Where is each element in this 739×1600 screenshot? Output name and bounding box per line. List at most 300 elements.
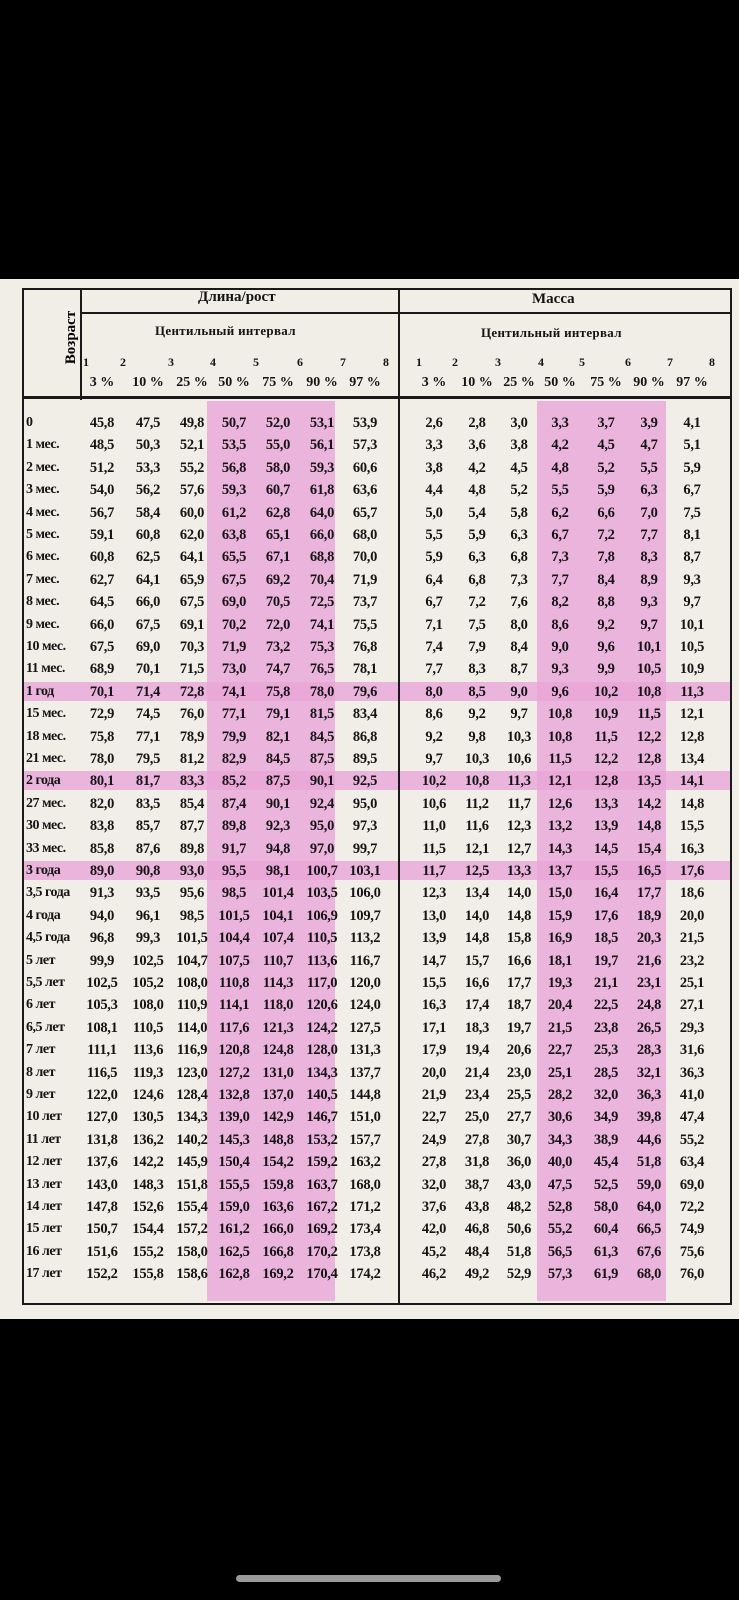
length-cell: 78,0 [89,751,115,767]
mass-cell: 31,8 [464,1154,490,1171]
mass-cell: 5,9 [468,527,486,543]
length-cell: 70,4 [309,571,335,588]
mass-cell: 21,6 [636,952,662,969]
mass-cell: 7,5 [683,504,701,521]
mass-cell: 23,2 [679,952,705,969]
age-cell: 27 мес. [26,795,66,811]
length-cell: 65,9 [179,571,205,588]
mass-cell: 24,8 [636,997,662,1014]
length-cell: 60,7 [265,482,291,499]
mass-cell: 22,7 [547,1042,573,1059]
mass-percentile-label: 90 % [633,375,665,390]
mass-cell: 13,9 [421,930,447,947]
mass-cell: 3,7 [597,415,615,431]
mass-cell: 10,8 [547,706,573,723]
mass-cell: 11,6 [465,818,489,835]
length-cell: 73,0 [221,661,247,678]
mass-cell: 28,2 [547,1087,573,1103]
mass-cell: 25,5 [506,1087,532,1103]
length-cell: 110,8 [218,975,250,991]
age-cell: 2 года [26,773,61,789]
length-cell: 45,8 [89,415,115,431]
mass-cell: 16,4 [593,885,619,902]
length-cell: 170,2 [306,1243,338,1260]
length-cell: 106,0 [349,885,381,902]
age-cell: 10 лет [26,1109,62,1125]
mass-cell: 9,2 [597,616,615,633]
length-section-title: Длина/рост [198,289,276,305]
mass-cell: 11,5 [594,728,618,745]
table-right-border [730,288,732,1305]
length-cell: 64,1 [135,571,161,588]
mass-cell: 10,3 [464,751,490,767]
length-cell: 78,1 [352,661,378,678]
mass-cell: 5,5 [640,459,658,476]
mass-cell: 5,8 [510,504,528,521]
mass-cell: 18,5 [593,930,619,947]
length-cell: 167,2 [306,1199,338,1215]
length-cell: 67,5 [135,616,161,633]
mass-cell: 21,1 [593,975,619,991]
length-cell: 62,8 [265,504,291,521]
length-cell: 73,2 [265,639,291,655]
mass-boundary-number: 2 [452,355,458,369]
mass-cell: 59,0 [636,1176,662,1193]
length-cell: 84,5 [309,728,335,745]
mass-cell: 11,5 [422,840,446,857]
length-cell: 71,9 [221,639,247,655]
length-cell: 108,1 [86,1019,118,1036]
header-bottom-rule [22,396,732,399]
mass-cell: 38,9 [593,1131,619,1148]
mass-cell: 24,9 [421,1131,447,1148]
age-cell: 18 мес. [26,728,66,744]
mass-cell: 51,8 [636,1154,662,1171]
mass-cell: 32,0 [421,1176,447,1193]
mass-cell: 61,9 [593,1266,619,1283]
length-cell: 72,9 [89,706,115,723]
length-cell: 61,8 [309,482,335,499]
age-cell: 11 лет [26,1131,61,1147]
mass-cell: 11,7 [507,795,531,812]
mass-cell: 7,2 [597,527,615,543]
age-cell: 0 [26,415,33,430]
mass-cell: 20,3 [636,930,662,947]
length-cell: 137,0 [262,1087,294,1103]
length-cell: 101,4 [262,885,294,902]
mass-cell: 9,3 [683,571,701,588]
table-top-border [22,288,732,290]
length-cell: 148,8 [262,1131,294,1148]
age-cell: 6 лет [26,997,55,1013]
length-cell: 90,1 [309,773,335,790]
length-cell: 86,8 [352,728,378,745]
length-cell: 57,6 [179,482,205,499]
mass-cell: 41,0 [679,1087,705,1103]
mass-cell: 14,8 [636,818,662,835]
length-cell: 70,1 [89,683,115,700]
mass-cell: 5,4 [468,504,486,521]
length-cell: 114,3 [262,975,294,991]
table-bottom-border [22,1303,732,1305]
length-cell: 71,9 [352,571,378,588]
length-cell: 148,3 [132,1176,164,1193]
length-cell: 155,4 [176,1199,208,1215]
age-cell: 1 мес. [26,437,60,453]
length-cell: 60,6 [352,459,378,476]
mass-cell: 7,4 [425,639,443,655]
mass-cell: 3,8 [510,437,528,454]
length-cell: 100,7 [306,863,338,879]
length-cell: 94,0 [89,907,115,924]
mass-cell: 27,1 [679,997,705,1014]
mass-cell: 8,8 [597,594,615,611]
length-cell: 116,9 [176,1042,208,1059]
length-cell: 128,0 [306,1042,338,1059]
mass-cell: 18,1 [547,952,573,969]
mass-cell: 6,7 [683,482,701,499]
length-cell: 68,0 [352,527,378,543]
length-cell: 163,7 [306,1176,338,1193]
mass-cell: 15,0 [547,885,573,902]
mass-cell: 38,7 [464,1176,490,1193]
length-cell: 91,7 [221,840,247,857]
mass-cell: 20,6 [506,1042,532,1059]
length-cell: 95,0 [309,818,335,835]
age-cell: 4,5 года [26,930,70,946]
mass-cell: 10,1 [636,639,662,655]
length-cell: 122,0 [86,1087,118,1103]
mass-cell: 10,5 [636,661,662,678]
mass-cell: 6,3 [510,527,528,543]
length-cell: 85,2 [221,773,247,790]
mass-cell: 17,7 [636,885,662,902]
mass-cell: 5,9 [425,549,443,566]
age-cell: 3,5 года [26,885,70,901]
length-cell: 67,5 [179,594,205,611]
mass-cell: 16,6 [506,952,532,969]
mass-cell: 30,7 [506,1131,532,1148]
length-cell: 121,3 [262,1019,294,1036]
age-cell: 17 лет [26,1266,62,1282]
mass-cell: 55,2 [679,1131,705,1148]
length-cell: 110,7 [262,952,294,969]
mass-cell: 14,8 [679,795,705,812]
age-cell: 5 лет [26,952,55,968]
length-cell: 89,8 [179,840,205,857]
length-cell: 166,0 [262,1221,294,1238]
mass-cell: 48,2 [506,1199,532,1215]
mass-cell: 4,1 [683,415,701,431]
mass-cell: 11,5 [637,706,661,723]
length-cell: 92,3 [265,818,291,835]
length-cell: 96,1 [135,907,161,924]
length-cell: 124,8 [262,1042,294,1059]
mass-cell: 19,7 [593,952,619,969]
length-boundary-number: 8 [383,355,389,369]
length-cell: 74,7 [265,661,291,678]
mass-cell: 13,3 [506,863,532,879]
length-cell: 56,2 [135,482,161,499]
mass-cell: 10,6 [506,751,532,767]
mass-cell: 14,5 [593,840,619,857]
mass-cell: 10,8 [464,773,490,790]
age-cell: 4 мес. [26,504,60,520]
length-cell: 128,4 [176,1087,208,1103]
mass-cell: 18,7 [506,997,532,1014]
mass-cell: 47,5 [547,1176,573,1193]
mass-cell: 9,6 [597,639,615,655]
length-cell: 131,3 [349,1042,381,1059]
length-cell: 140,2 [176,1131,208,1148]
mass-cell: 6,8 [510,549,528,566]
mass-cell: 6,2 [551,504,569,521]
length-cell: 98,5 [221,885,247,902]
length-cell: 93,0 [179,863,205,879]
length-cell: 107,5 [218,952,250,969]
mass-cell: 14,7 [421,952,447,969]
mass-cell: 7,7 [425,661,443,678]
mass-cell: 7,7 [551,571,569,588]
mass-centile-label: Центильный интервал [481,325,622,340]
mass-cell: 43,8 [464,1199,490,1215]
mass-cell: 8,0 [510,616,528,633]
mass-cell: 17,6 [679,863,705,879]
length-cell: 120,8 [218,1042,250,1059]
length-cell: 110,5 [132,1019,164,1036]
age-cell: 4 года [26,907,61,923]
length-cell: 99,7 [352,840,378,857]
length-cell: 104,1 [262,907,294,924]
mass-cell: 12,5 [464,863,490,879]
length-cell: 159,0 [218,1199,250,1215]
length-cell: 143,0 [86,1176,118,1193]
length-cell: 169,2 [262,1266,294,1283]
mass-cell: 8,6 [551,616,569,633]
length-cell: 94,8 [265,840,291,857]
mass-cell: 40,0 [547,1154,573,1171]
length-cell: 50,7 [221,415,247,431]
mass-cell: 32,0 [593,1087,619,1103]
length-cell: 90,1 [265,795,291,812]
mass-percentile-label: 25 % [503,375,535,390]
mass-cell: 19,3 [547,975,573,991]
mass-cell: 3,3 [551,415,569,431]
mass-cell: 75,6 [679,1243,705,1260]
length-cell: 151,0 [349,1109,381,1126]
mass-cell: 49,2 [464,1266,490,1283]
length-cell: 106,9 [306,907,338,924]
mass-cell: 51,8 [506,1243,532,1260]
length-cell: 102,5 [132,952,164,969]
mass-cell: 64,0 [636,1199,662,1215]
mass-cell: 48,4 [464,1243,490,1260]
mass-boundary-number: 8 [709,355,715,369]
length-cell: 110,5 [306,930,338,947]
length-cell: 69,0 [221,594,247,611]
mass-cell: 67,6 [636,1243,662,1260]
length-cell: 61,2 [221,504,247,521]
length-cell: 158,0 [176,1243,208,1260]
length-cell: 163,6 [262,1199,294,1215]
length-cell: 158,6 [176,1266,208,1283]
mass-cell: 8,4 [510,639,528,655]
length-cell: 73,7 [352,594,378,611]
mass-cell: 10,1 [679,616,705,633]
mass-cell: 6,3 [640,482,658,499]
mass-cell: 23,0 [506,1064,532,1081]
length-cell: 70,1 [135,661,161,678]
mass-cell: 8,4 [597,571,615,588]
age-column-header: Возраст [63,310,80,365]
length-cell: 67,1 [265,549,291,566]
length-cell: 119,3 [132,1064,164,1081]
length-cell: 173,4 [349,1221,381,1238]
mass-cell: 15,8 [506,930,532,947]
mass-cell: 11,5 [548,751,572,767]
mass-cell: 74,9 [679,1221,705,1238]
length-percentile-label: 3 % [89,375,115,390]
length-cell: 130,5 [132,1109,164,1126]
length-cell: 137,6 [86,1154,118,1171]
mass-cell: 5,0 [425,504,443,521]
length-cell: 60,8 [89,549,115,566]
length-cell: 76,0 [179,706,205,723]
mass-cell: 25,0 [464,1109,490,1126]
mass-cell: 12,1 [464,840,490,857]
mass-cell: 52,8 [547,1199,573,1215]
length-cell: 136,2 [132,1131,164,1148]
length-cell: 55,0 [265,437,291,454]
mass-cell: 8,3 [468,661,486,678]
length-cell: 105,3 [86,997,118,1014]
length-cell: 123,0 [176,1064,208,1081]
length-boundary-number: 3 [168,355,174,369]
home-indicator[interactable] [236,1575,501,1582]
length-cell: 65,1 [265,527,291,543]
length-cell: 166,8 [262,1243,294,1260]
length-cell: 142,9 [262,1109,294,1126]
length-cell: 95,6 [179,885,205,902]
mass-percentile-label: 97 % [676,375,708,390]
length-cell: 103,5 [306,885,338,902]
age-cell: 30 мес. [26,818,66,834]
length-boundary-number: 4 [210,355,216,369]
length-cell: 69,2 [265,571,291,588]
length-cell: 82,0 [89,795,115,812]
length-cell: 104,4 [218,930,250,947]
length-cell: 59,3 [309,459,335,476]
length-cell: 57,3 [352,437,378,454]
age-cell: 3 года [26,863,61,878]
length-cell: 95,5 [221,863,247,879]
mass-cell: 22,5 [593,997,619,1014]
length-cell: 85,8 [89,840,115,857]
mass-cell: 28,5 [593,1064,619,1081]
length-cell: 155,8 [132,1266,164,1283]
mass-cell: 39,8 [636,1109,662,1126]
length-cell: 77,1 [221,706,247,723]
mass-cell: 12,8 [636,751,662,767]
mass-cell: 13,4 [679,751,705,767]
length-cell: 171,2 [349,1199,381,1215]
mass-cell: 5,5 [425,527,443,543]
mass-percentile-label: 50 % [544,375,576,390]
mass-cell: 13,5 [636,773,662,790]
age-cell: 12 лет [26,1154,62,1170]
length-percentile-label: 97 % [349,375,381,390]
length-cell: 124,6 [132,1087,164,1103]
mass-cell: 5,1 [683,437,701,454]
mass-cell: 20,0 [421,1064,447,1081]
length-cell: 66,0 [135,594,161,611]
mass-cell: 10,6 [421,795,447,812]
length-cell: 87,5 [265,773,291,790]
mass-cell: 68,0 [636,1266,662,1283]
mass-cell: 11,7 [422,863,446,879]
mass-boundary-number: 3 [495,355,501,369]
length-cell: 151,6 [86,1243,118,1260]
mass-cell: 9,9 [597,661,615,678]
length-cell: 49,8 [179,415,205,431]
mass-cell: 47,4 [679,1109,705,1126]
age-cell: 5 мес. [26,527,60,542]
mass-cell: 13,4 [464,885,490,902]
length-cell: 114,1 [218,997,250,1014]
mass-boundary-number: 5 [579,355,585,369]
length-cell: 80,1 [89,773,115,790]
length-cell: 132,8 [218,1087,250,1103]
length-cell: 65,7 [352,504,378,521]
mass-percentile-label: 3 % [421,375,447,390]
length-cell: 155,5 [218,1176,250,1193]
mass-cell: 9,3 [551,661,569,678]
mass-cell: 20,4 [547,997,573,1014]
age-cell: 5,5 лет [26,975,65,990]
mass-cell: 43,0 [506,1176,532,1193]
length-cell: 83,5 [135,795,161,812]
length-percentile-label: 25 % [176,375,208,390]
mass-cell: 5,2 [597,459,615,476]
length-cell: 173,8 [349,1243,381,1260]
length-cell: 71,5 [179,661,205,678]
mass-cell: 14,2 [636,795,662,812]
length-percentile-label: 50 % [218,375,250,390]
length-cell: 169,2 [306,1221,338,1238]
length-boundary-number: 7 [340,355,346,369]
length-cell: 87,5 [309,751,335,767]
mass-cell: 16,3 [421,997,447,1014]
scanned-page [0,279,739,1319]
length-cell: 116,5 [86,1064,118,1081]
age-cell: 16 лет [26,1243,62,1259]
length-cell: 63,6 [352,482,378,499]
mass-cell: 12,1 [679,706,705,723]
length-percentile-label: 10 % [132,375,164,390]
mass-boundary-number: 6 [625,355,631,369]
length-cell: 62,0 [179,527,205,543]
length-cell: 154,2 [262,1154,294,1171]
length-cell: 92,5 [352,773,378,790]
length-cell: 70,2 [221,616,247,633]
age-cell: 15 мес. [26,706,66,722]
mass-cell: 25,1 [547,1064,573,1081]
length-cell: 81,7 [135,773,161,790]
mass-cell: 9,0 [510,683,528,700]
length-cell: 82,9 [221,751,247,767]
length-cell: 81,2 [179,751,205,767]
mass-cell: 46,2 [421,1266,447,1283]
